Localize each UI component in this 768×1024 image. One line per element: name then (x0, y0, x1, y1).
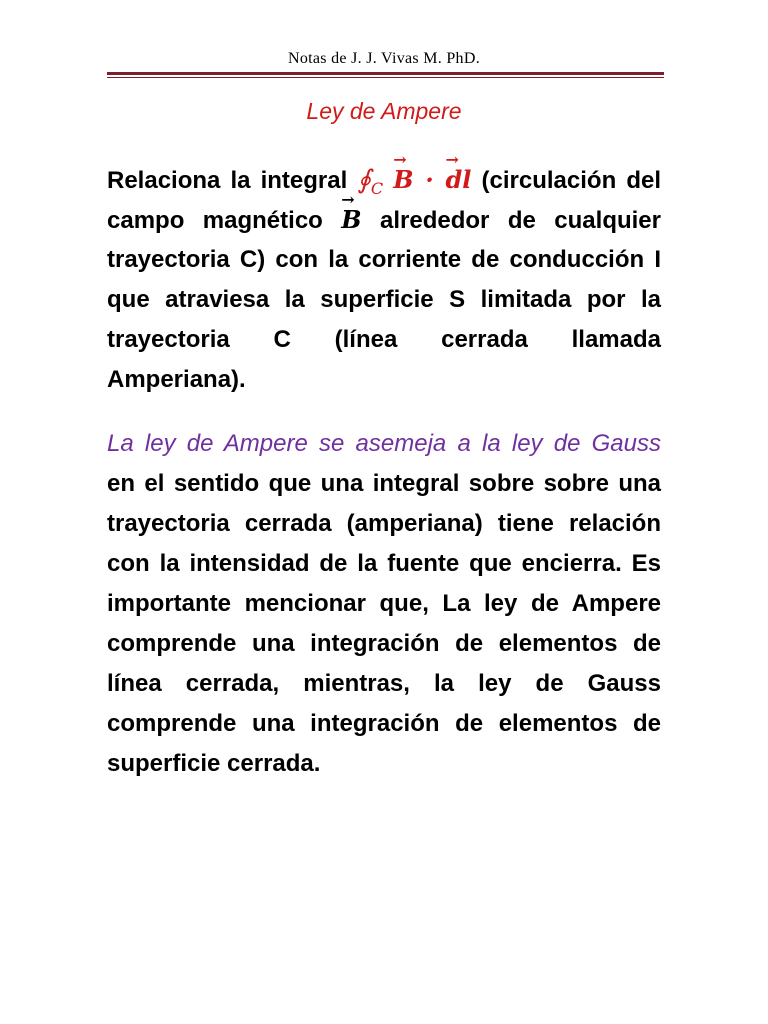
paragraph-1 (107, 160, 661, 400)
header-rule-thin (107, 77, 664, 78)
paragraph-2-line: trayectoria cerrada (amperiana) tiene relación (107, 510, 661, 537)
header-rule-thick (107, 72, 664, 75)
paragraph-1-line-5: trayectoria C (línea cerrada llamada (107, 326, 661, 353)
text-segment: campo magnético (107, 207, 342, 234)
paragraph-2-line: importante mencionar que, La ley de Ampere (107, 590, 661, 617)
text-segment: Relaciona la integral (107, 167, 358, 194)
paragraph-1-line-1 (107, 160, 661, 200)
paragraph-1-line-3: trayectoria C) con la corriente de conducción I (107, 246, 661, 273)
paragraph-2-line: línea cerrada, mientras, la ley de Gauss (107, 670, 661, 697)
paragraph-2-line: comprende una integración de elementos de (107, 710, 661, 737)
dot-operator: · (413, 165, 446, 194)
section-title: Ley de Ampere (306, 98, 462, 124)
vector-b: → B (341, 200, 361, 240)
text-segment: (circulación del (471, 167, 661, 194)
paragraph-2-line: superficie cerrada. (107, 750, 321, 777)
integral-subscript: C (370, 179, 384, 198)
contour-integral-symbol: $∮_C$ (357, 165, 384, 198)
paragraph-2-line: comprende una integración de elementos de (107, 630, 661, 657)
paragraph-2 (107, 424, 661, 784)
paragraph-1-line-2 (107, 200, 661, 240)
paragraph-2-line: en el sentido que una integral sobre sobre una (107, 470, 661, 497)
b-dot-dl-expression (393, 165, 471, 194)
paragraph-2-line: con la intensidad de la fuente que encierra. Es (107, 550, 661, 577)
paragraph-1-line-4: que atraviesa la superficie S limitada por la (107, 286, 661, 313)
paragraph-1-line-6: Amperiana). (107, 366, 246, 393)
highlight-sentence: La ley de Ampere se asemeja a la ley de Gauss (107, 430, 661, 457)
text-segment: alrededor de cualquier (361, 207, 661, 234)
vector-b: → B (393, 160, 413, 200)
page-header: Notas de J. J. Vivas M. PhD. (287, 50, 481, 67)
vector-dl: → dl (446, 160, 472, 200)
